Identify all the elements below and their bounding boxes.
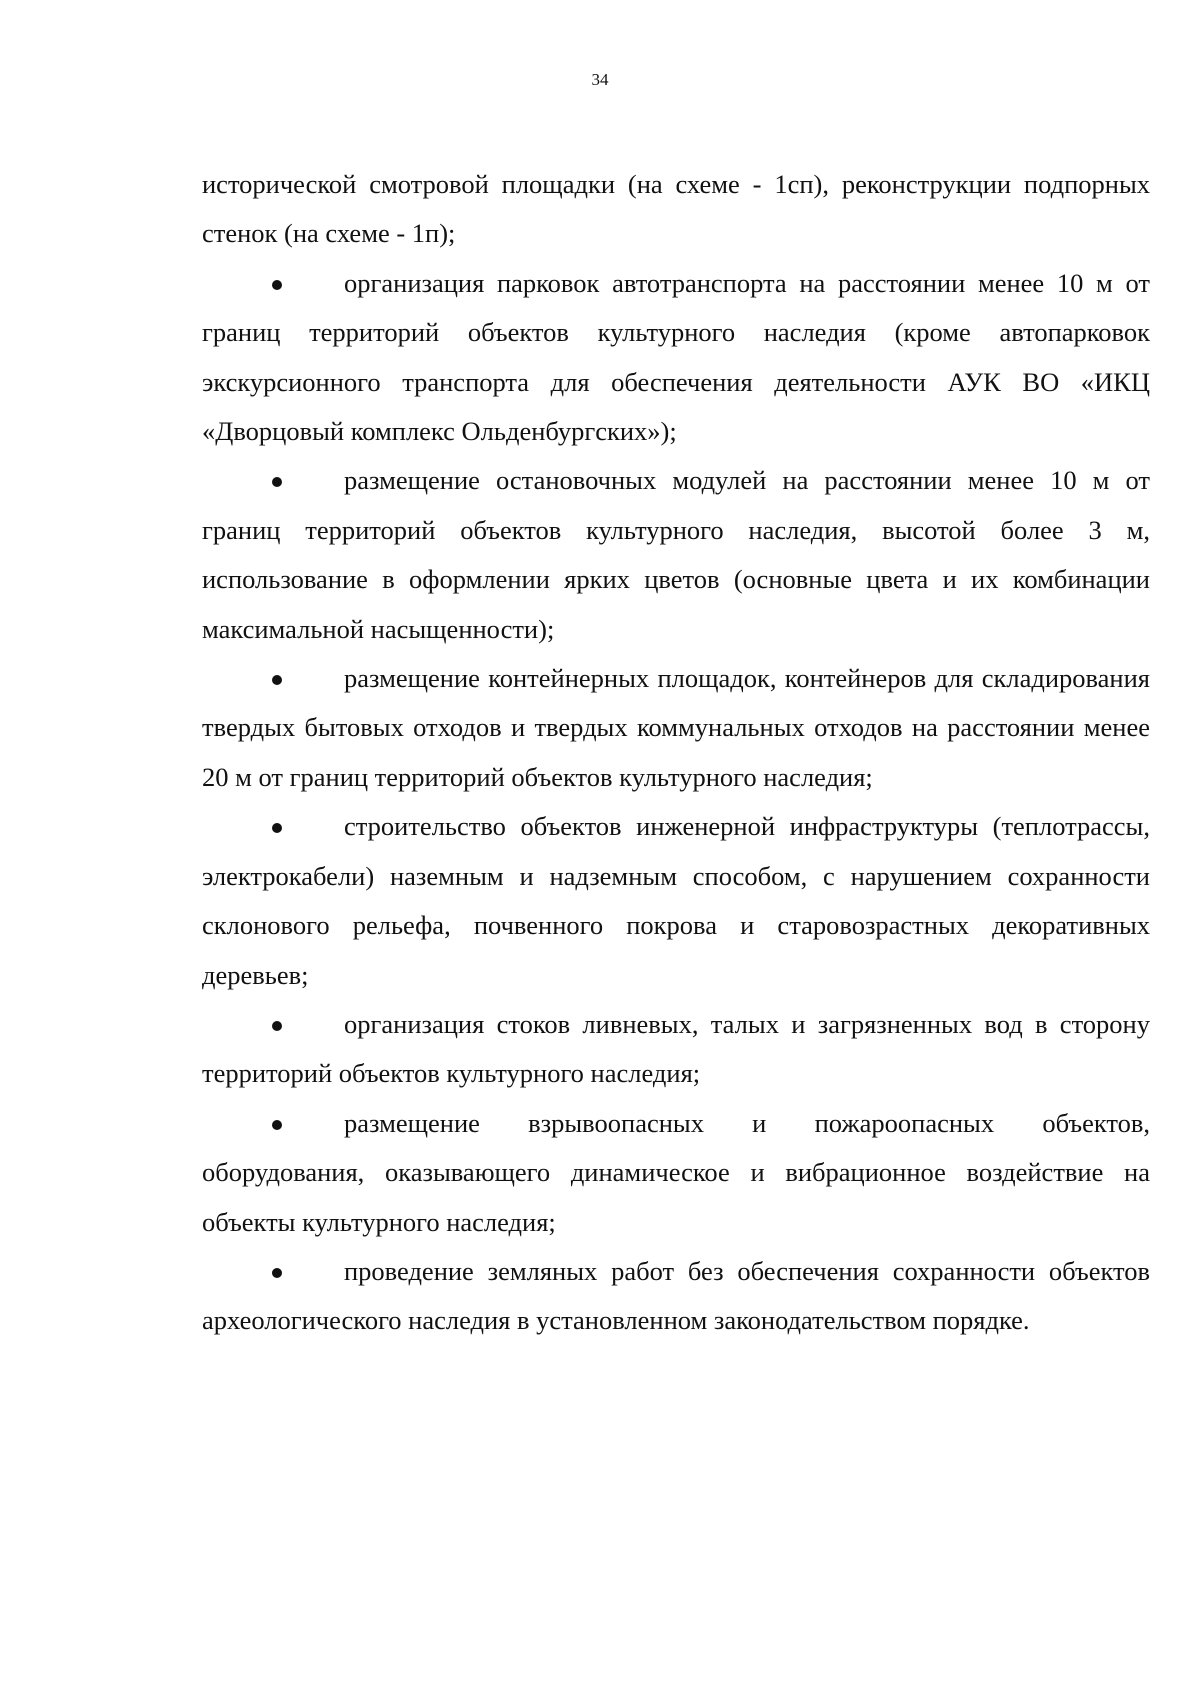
list-item-text: размещение взрывоопасных и пожароопасных объектов, оборудования, оказывающего динамическое и вибрационное воздействие на объекты культурного наследия;	[202, 1107, 1150, 1237]
list-item	[202, 1099, 1150, 1247]
bullet-icon	[272, 1021, 282, 1031]
bullet-icon	[272, 477, 282, 487]
list-item-text: проведение земляных работ без обеспечения сохранности объектов археологического наследия в установленном законодательством порядке.	[202, 1255, 1150, 1336]
page-number: 34	[591, 70, 609, 89]
list-item-text: организация стоков ливневых, талых и загрязненных вод в сторону территорий объектов культурного наследия;	[202, 1008, 1150, 1089]
list-item	[202, 456, 1150, 654]
list-item	[202, 259, 1150, 457]
list-item	[202, 802, 1150, 1000]
bullet-icon	[272, 675, 282, 685]
list-item-text: размещение остановочных модулей на расстоянии менее 10 м от границ территорий объектов культурного наследия, высотой более 3 м, использование в оформлении ярких цветов (основные цвета и их комбинации максимальной насыщенности);	[202, 465, 1150, 644]
bullet-icon	[272, 823, 282, 833]
list-item-text: строительство объектов инженерной инфраструктуры (теплотрассы, электрокабели) наземным и надземным способом, с нарушением сохранности склонового рельефа, почвенного покрова и старовозрастных декоративных деревьев;	[202, 811, 1150, 990]
bullet-icon	[272, 1268, 282, 1278]
list-item-text: организация парковок автотранспорта на расстоянии менее 10 м от границ территорий объектов культурного наследия (кроме автопарковок экскурсионного транспорта для обеспечения деятельности АУК ВО «ИКЦ «Дворцовый комплекс Ольденбургских»);	[202, 267, 1150, 447]
bullet-icon	[272, 1120, 282, 1130]
list-item	[202, 1247, 1150, 1346]
document-body	[202, 160, 1150, 1346]
bullet-icon	[272, 280, 282, 290]
intro-paragraph: исторической смотровой площадки (на схеме - 1сп), реконструкции подпорных стенок (на схеме - 1п);	[202, 169, 1150, 249]
list-item-text: размещение контейнерных площадок, контейнеров для складирования твердых бытовых отходов и твердых коммунальных отходов на расстоянии менее 20 м от границ территорий объектов культурного наследия;	[202, 663, 1150, 792]
list-item	[202, 1000, 1150, 1099]
list-item	[202, 654, 1150, 802]
